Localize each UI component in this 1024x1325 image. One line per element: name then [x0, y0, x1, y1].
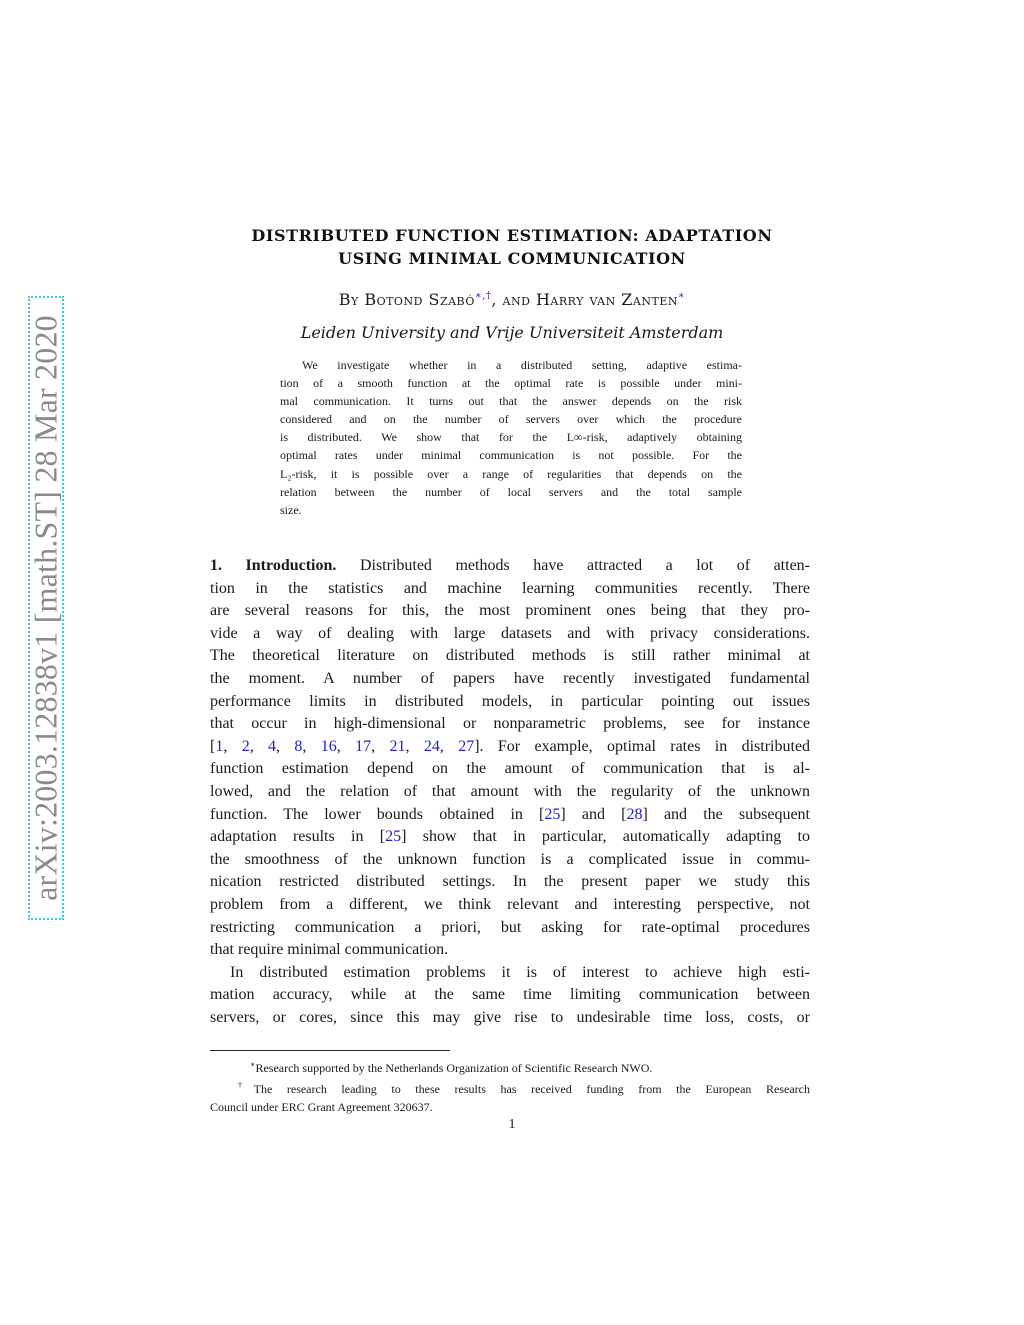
citation-link[interactable]: 28 — [626, 805, 643, 823]
author-1: By Botond Szabó — [338, 290, 475, 309]
citation-link[interactable]: 16 — [320, 737, 337, 755]
footnote-1 — [210, 1056, 810, 1077]
footnote-2-mark: † — [238, 1081, 254, 1090]
body-line: the smoothness of the unknown function is a complicated issue in commu- — [210, 850, 810, 868]
abstract-line: optimal rates under minimal communication is not possible. For the — [280, 448, 742, 463]
abstract-line: relation between the number of local servers and the total sample — [280, 484, 742, 499]
body-line-fragment: and the subsequent — [647, 805, 810, 823]
title-line-2: USING MINIMAL COMMUNICATION — [338, 249, 686, 268]
body-line: lowed, and the relation of that amount with the regularity of the unknown — [210, 782, 810, 800]
affiliation: Leiden University and Vrije Universiteit Amsterdam — [300, 323, 724, 342]
body-line: performance limits in distributed models, in particular pointing out issues — [210, 692, 810, 710]
body-line: vide a way of dealing with large datasets and with privacy considerations. — [210, 624, 810, 642]
body-line: nication restricted distributed settings. In the present paper we study this — [210, 873, 810, 891]
footnote-2-continuation: Council under ERC Grant Agreement 320637. — [210, 1100, 433, 1114]
footnote-1-text: Research supported by the Netherlands Organization of Scientific Research NWO. — [255, 1061, 653, 1075]
arxiv-identifier: arXiv:2003.12838v1 [math.ST] 28 Mar 2020 — [27, 315, 64, 901]
citation-line: [1, 2, 4, 8, 16, 17, 21, 24, 27]. For example, optimal rates in distributed — [210, 737, 811, 755]
abstract-line: L₂-risk, it is possible over a range of regularities that depends on the — [280, 466, 742, 481]
body-line-fragment: Distributed methods have attracted a lot of atten- — [359, 557, 810, 574]
abstract-line: considered and on the number of servers over which the procedure — [280, 412, 742, 427]
abstract — [280, 356, 742, 519]
body-line: are several reasons for this, the most prominent ones being that they pro- — [210, 602, 810, 620]
body-line: problem from a different, we think relevant and interesting perspective, not — [210, 895, 810, 913]
abstract-line: mal communication. It turns out that the answer depends on the risk — [280, 394, 742, 409]
citation-link[interactable]: 2 — [241, 737, 250, 755]
body-line: that occur in high-dimensional or nonparametric problems, see for instance — [210, 715, 810, 733]
citation-link[interactable]: 4 — [268, 737, 277, 755]
abstract-line: We investigate whether in a distributed setting, adaptive estima- — [302, 358, 742, 372]
intro-first-line — [210, 555, 810, 578]
body-line-fragment: adaptation results in — [210, 828, 380, 846]
body-line-fragment: and — [565, 805, 622, 823]
body-line-fragment: show that in particular, automatically adapting to — [406, 828, 811, 846]
footnote-2-text: The research leading to these results has received funding from the European Research — [253, 1082, 810, 1096]
body-line: The theoretical literature on distributed methods is still rather minimal at — [210, 647, 810, 665]
body-line: that require minimal communication. — [210, 941, 449, 959]
authors — [208, 290, 816, 309]
citation-link[interactable]: 25 — [544, 805, 561, 823]
body-line: tion in the statistics and machine learning communities recently. There — [210, 579, 810, 597]
citation-line: adaptation results in [25] show that in particular, automatically adapting to — [210, 828, 811, 846]
body-line: servers, or cores, since this may give rise to undesirable time loss, costs, or — [210, 1008, 810, 1026]
page-number: 1 — [508, 1117, 516, 1132]
footnote-divider — [210, 1050, 450, 1051]
citation-link[interactable]: 1 — [215, 737, 224, 755]
body-line: function estimation depend on the amount of communication that is al- — [210, 760, 810, 778]
footnote-2 — [210, 1077, 810, 1098]
section-heading: 1. Introduction. — [210, 557, 337, 574]
abstract-line: tion of a smooth function at the optimal rate is possible under mini- — [280, 376, 742, 391]
citation-line: function. The lower bounds obtained in [25] and [28] and the subsequent — [210, 805, 810, 823]
citation-link[interactable]: 27 — [458, 737, 475, 755]
body-line: restricting communication a priori, but asking for rate-optimal procedures — [210, 918, 810, 936]
title-line-1: DISTRIBUTED FUNCTION ESTIMATION: ADAPTATION — [251, 226, 773, 245]
citation-link[interactable]: 8 — [294, 737, 303, 755]
arxiv-stamp — [28, 296, 64, 920]
paper-title — [208, 224, 816, 270]
body-line-fragment: function. The lower bounds obtained in — [210, 805, 540, 823]
footnote-1-mark: ∗ — [250, 1060, 256, 1069]
body-line: In distributed estimation problems it is of interest to achieve high esti- — [230, 963, 810, 981]
citation-link[interactable]: 21 — [389, 737, 406, 755]
body-line: the moment. A number of papers have recently investigated fundamental — [210, 669, 810, 687]
author-1-footnote-mark[interactable]: ∗,† — [474, 290, 492, 302]
footnotes — [210, 1056, 810, 1116]
introduction-section — [210, 555, 810, 1029]
citation-link[interactable]: 17 — [355, 737, 372, 755]
abstract-line: size. — [280, 502, 302, 517]
author-2: , and Harry van Zanten — [491, 290, 678, 309]
author-2-footnote-mark[interactable]: ∗ — [677, 290, 686, 302]
body-line-fragment: . For example, optimal rates in distributed — [479, 737, 811, 755]
citation-link[interactable]: 24 — [423, 737, 440, 755]
abstract-line: is distributed. We show that for the L∞-risk, adaptively obtaining — [280, 430, 742, 445]
citation-link[interactable]: 25 — [385, 828, 402, 846]
body-line: mation accuracy, while at the same time limiting communication between — [210, 986, 810, 1004]
